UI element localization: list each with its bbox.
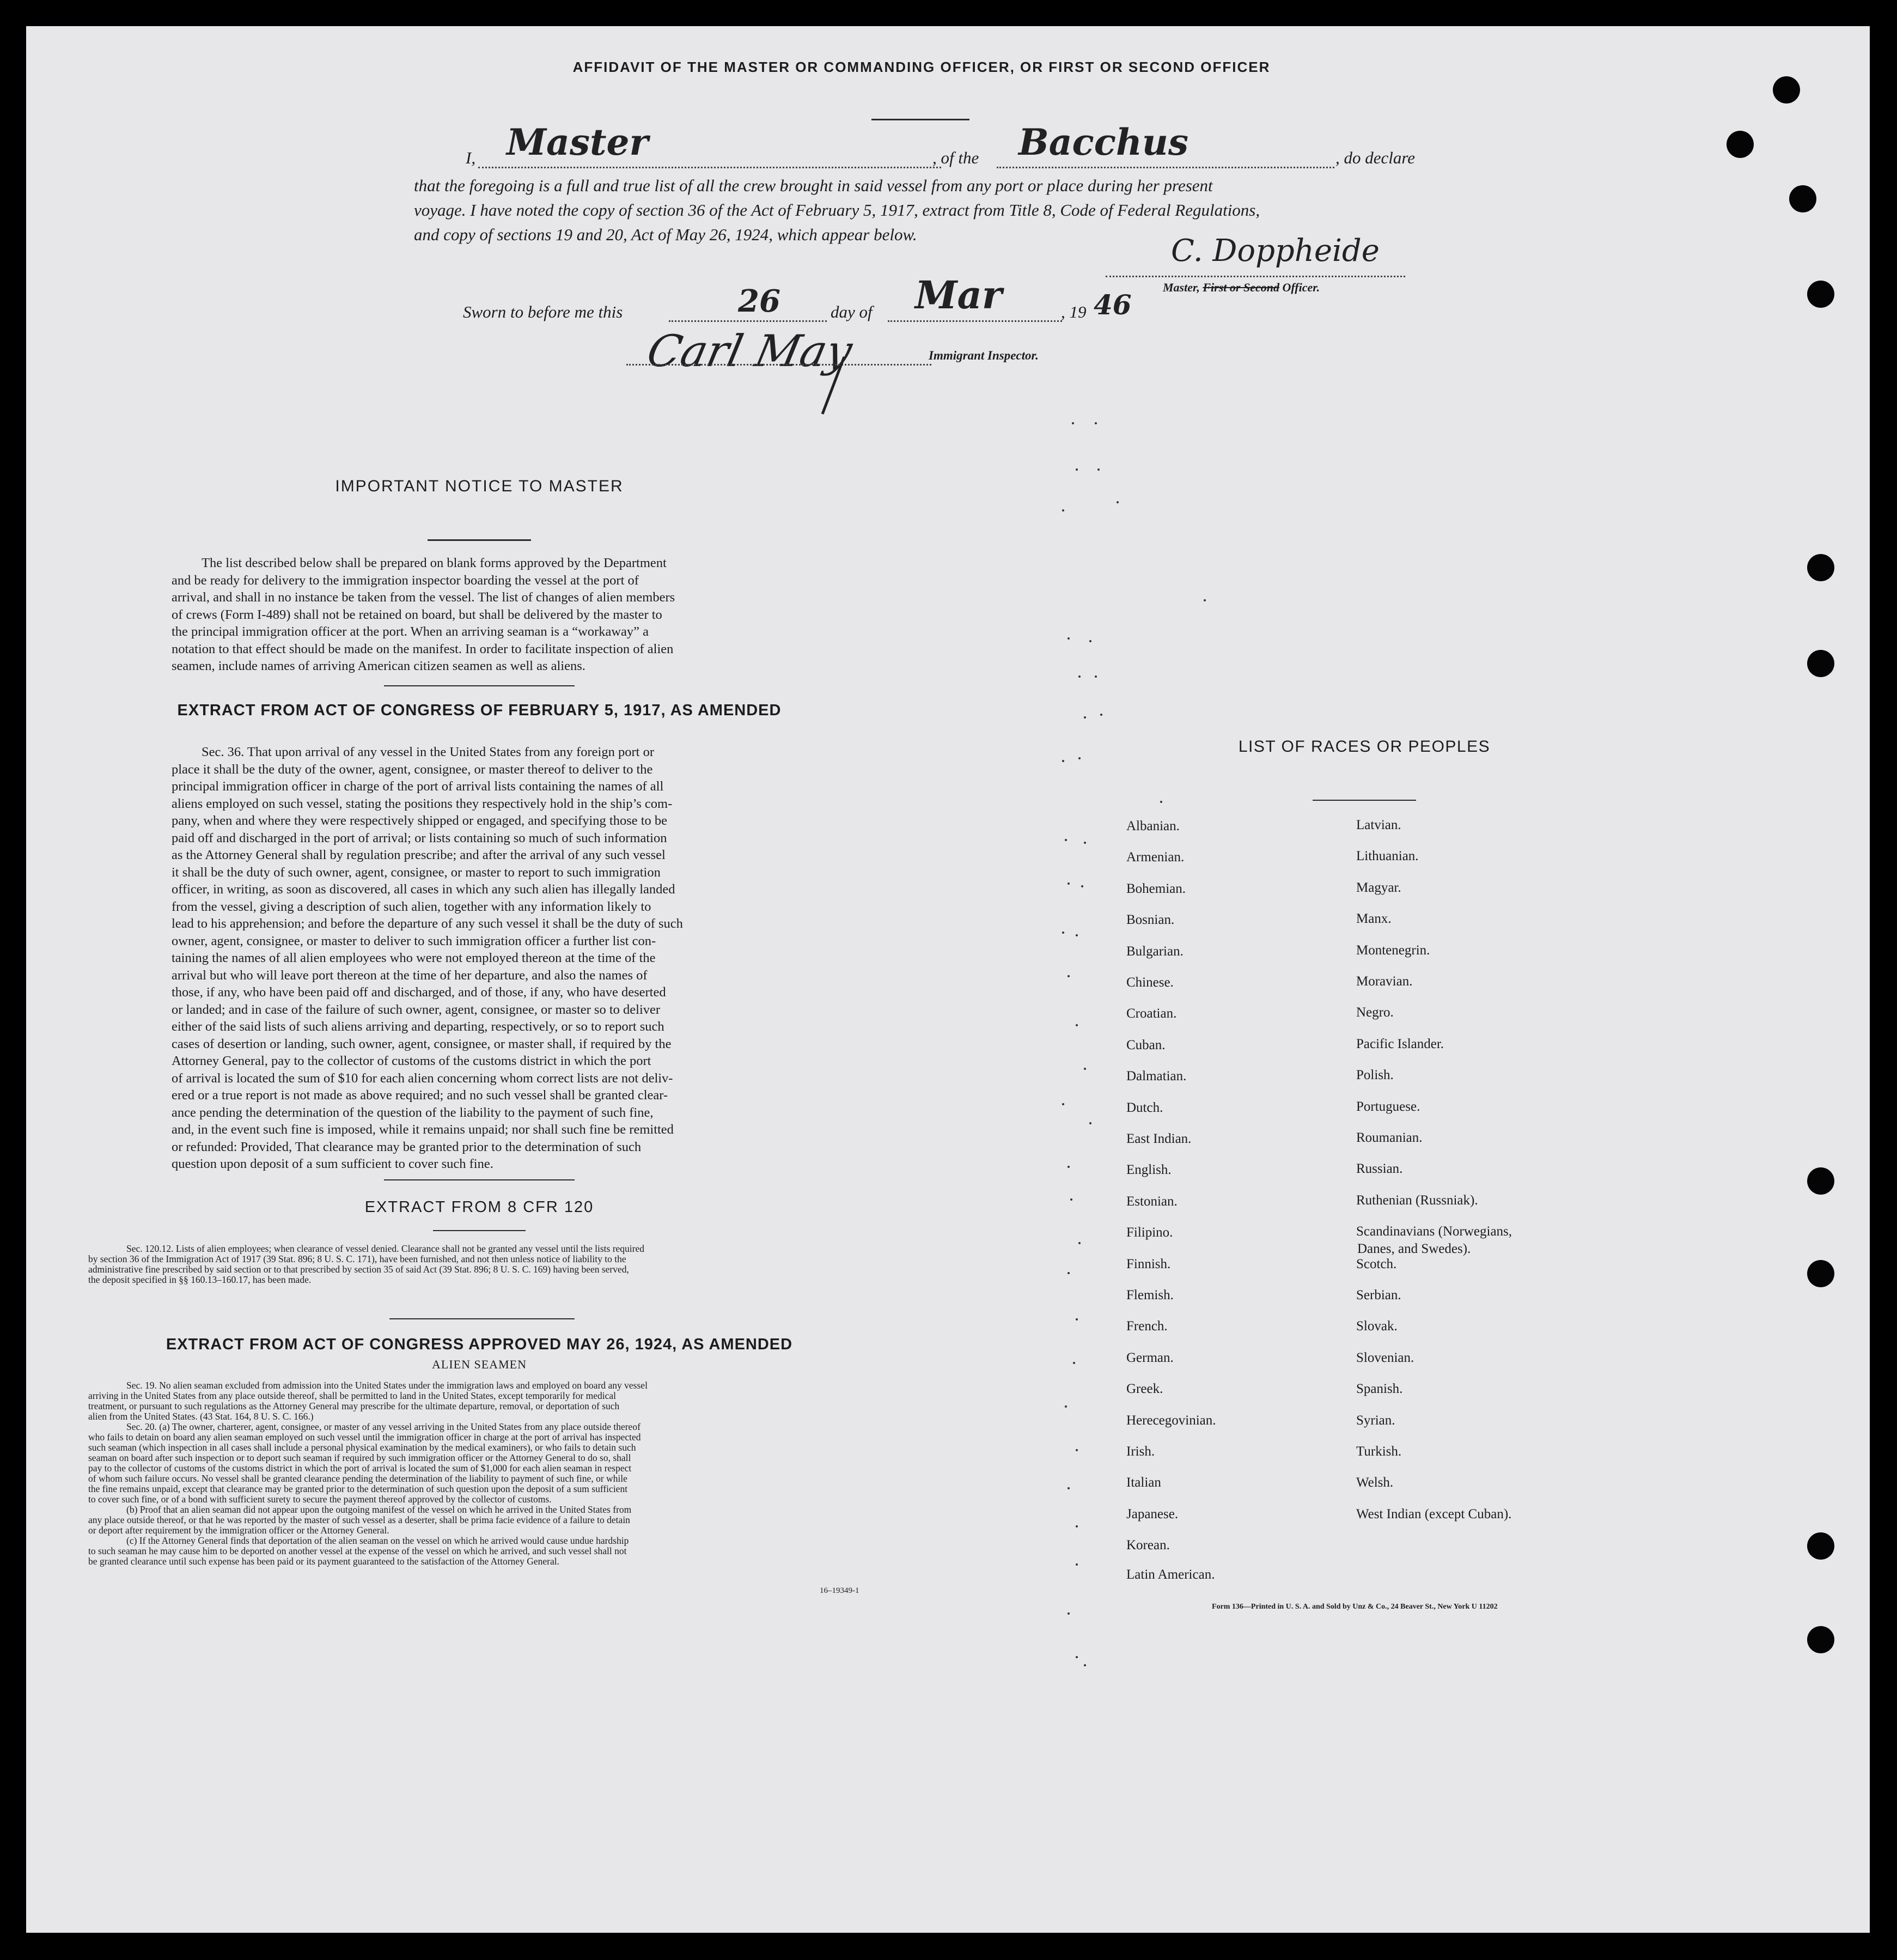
notice-line: arrival, and shall in no instance be taken from the vessel. The list of changes of alien members [172, 590, 675, 605]
notice-underline [428, 539, 531, 541]
race-item: Welsh. [1356, 1475, 1394, 1490]
extract-1917-line: either of the said lists of such aliens arriving and departing, respectively, or so to report such [172, 1019, 664, 1034]
speck [1095, 422, 1097, 424]
punch-hole [1807, 1532, 1834, 1560]
race-item: Lithuanian. [1356, 849, 1419, 864]
speck [1089, 1122, 1091, 1124]
race-item: Syrian. [1356, 1413, 1395, 1428]
notice-line: seamen, include names of arriving American citizen seamen as well as aliens. [172, 659, 585, 673]
race-item: Turkish. [1356, 1444, 1402, 1459]
extract-1924-line: the fine remains unpaid, except that clearance may be granted prior to the determination of such question upon the deposit of a sum sufficient [88, 1483, 628, 1494]
master-caption: Master, First or Second Officer. [1163, 281, 1320, 294]
extract-1917-line: arrival but who will leave port thereon at the time of her departure, and also the names of [172, 967, 648, 983]
speck [1062, 1103, 1064, 1105]
section-divider [389, 1318, 575, 1319]
vessel-handwritten: Bacchus [1018, 121, 1189, 163]
extract-1924-subtitle: ALIEN SEAMEN [432, 1358, 527, 1371]
extract-1924-line: pay to the collector of customs of the customs district in which the port of arrival is located the sum of $1,000 for each alien seaman in respect [88, 1463, 632, 1474]
speck [1068, 975, 1070, 977]
i-label: I, [466, 148, 476, 167]
race-item: Irish. [1126, 1444, 1155, 1459]
extract-1917-line: owner, agent, consignee, or master to deliver to such immigration officer a further list con- [172, 933, 656, 948]
speck [1081, 885, 1083, 887]
race-item: Scandinavians (Norwegians, [1356, 1224, 1512, 1239]
speck [1078, 1242, 1081, 1244]
race-item: Korean. [1126, 1538, 1170, 1553]
speck [1084, 1664, 1086, 1666]
race-item: Roumanian. [1356, 1130, 1423, 1145]
extract-1917-line: or refunded: Provided, That clearance may be granted prior to the determination of such [172, 1139, 642, 1154]
sworn-month-line [888, 320, 1062, 322]
extract-cfr-line: Sec. 120.12. Lists of alien employees; when clearance of vessel denied. Clearance shall not be granted any vessel until the lists required [126, 1243, 645, 1254]
extract-1917-title: EXTRACT FROM ACT OF CONGRESS OF FEBRUARY 5, 1917, AS AMENDED [177, 702, 782, 719]
speck [1100, 714, 1102, 716]
race-item: Italian [1126, 1475, 1161, 1490]
speck [1160, 801, 1162, 803]
races-title: LIST OF RACES OR PEOPLES [1238, 738, 1491, 756]
race-item: French. [1126, 1319, 1168, 1334]
race-item: Cuban. [1126, 1037, 1166, 1052]
extract-1917-line: as the Attorney General shall by regulation prescribe; and after the arrival of any such vessel [172, 848, 666, 862]
extract-1917-line: pany, when and where they were respectively shipped or engaged, and specifying those to be [172, 813, 668, 828]
speck [1068, 1272, 1070, 1274]
sworn-label: Sworn to before me this [463, 302, 623, 321]
race-item: Slovak. [1356, 1319, 1398, 1334]
race-item: Flemish. [1126, 1288, 1174, 1302]
race-item: Slovenian. [1356, 1350, 1414, 1365]
race-item: Latvian. [1356, 818, 1401, 832]
year-prefix: , 19 [1061, 302, 1087, 321]
declaration-line: voyage. I have noted the copy of section 36 of the Act of February 5, 1917, extract from Title 8, Code of Federal Regulations, [414, 200, 1260, 220]
extract-1917-line: aliens employed on such vessel, stating the positions they respectively hold in the ship’s com- [172, 796, 673, 811]
race-item: Latin American. [1126, 1567, 1215, 1582]
race-item: Pacific Islander. [1356, 1036, 1444, 1051]
notice-line: and be ready for delivery to the immigration inspector boarding the vessel at the port of [172, 573, 639, 588]
speck [1076, 1525, 1078, 1527]
race-item: Japanese. [1126, 1506, 1179, 1521]
form-imprint: Form 136—Printed in U. S. A. and Sold by Unz & Co., 24 Beaver St., New York U 11202 [1212, 1603, 1498, 1611]
notice-line: of crews (Form I-489) shall not be retained on board, but shall be delivered by the master to [172, 607, 662, 622]
extract-1917-line: taining the names of all alien employees who were not employed thereon at the time of the [172, 951, 656, 965]
race-item: Dutch. [1126, 1100, 1163, 1115]
race-item: Montenegrin. [1356, 942, 1430, 958]
punch-hole [1807, 1167, 1834, 1195]
race-item: German. [1126, 1350, 1174, 1365]
extract-1924-line: or deport after requirement by the immigration officer or the Attorney General. [88, 1525, 389, 1536]
inspector-signature: Carl May [643, 326, 857, 376]
vessel-line [997, 167, 1334, 168]
race-item: Bulgarian. [1126, 944, 1184, 959]
punch-hole [1773, 76, 1800, 104]
extract-1917-line: ance pending the determination of the question of the liability to the payment of such fine, [172, 1105, 654, 1120]
extract-cfr-line: by section 36 of the Immigration Act of 1917 (39 Stat. 896; 8 U. S. C. 171), have been furnished, and not then unless notice of liability to the [88, 1253, 626, 1264]
race-item: Dalmatian. [1126, 1069, 1187, 1084]
extract-1917-line: of arrival is located the sum of $10 for each alien concerning whom correct lists are not deliv- [172, 1070, 673, 1086]
notice-title: IMPORTANT NOTICE TO MASTER [335, 477, 624, 495]
year-suffix: 46 [1094, 289, 1132, 321]
extract-1924-line: to cover such fine, or of a bond with sufficient surety to secure the payment thereof approved by the collector of customs. [88, 1494, 552, 1505]
section-divider [384, 685, 575, 686]
extract-1917-line: question upon deposit of a sum sufficient to cover such fine. [172, 1156, 493, 1171]
signature-flourish [812, 354, 855, 419]
speck [1095, 675, 1097, 678]
race-item: Greek. [1126, 1381, 1163, 1397]
extract-1924-line: of whom such failure occurs. No vessel shall be granted clearance pending the determination of the liability to payment of such fine, or while [88, 1473, 627, 1484]
extract-cfr-line: the deposit specified in §§ 160.13–160.17, has been made. [88, 1274, 312, 1285]
punch-hole [1807, 1626, 1834, 1653]
race-item: East Indian. [1126, 1131, 1192, 1146]
speck [1117, 501, 1119, 503]
extract-1924-title: EXTRACT FROM ACT OF CONGRESS APPROVED MAY 26, 1924, AS AMENDED [166, 1336, 793, 1353]
speck [1204, 599, 1206, 601]
race-item: Polish. [1356, 1068, 1394, 1083]
race-item: Filipino. [1126, 1225, 1173, 1240]
notice-line: The list described below shall be prepared on blank forms approved by the Department [202, 556, 667, 570]
punch-hole [1807, 1260, 1834, 1287]
speck [1062, 760, 1064, 762]
speck [1062, 509, 1064, 512]
race-item: West Indian (except Cuban). [1356, 1506, 1512, 1521]
extract-1917-line: it shall be the duty of such owner, agent, consignee, or master to report to such immigration [172, 865, 661, 880]
rank-handwritten: Master [507, 121, 649, 163]
extract-1917-line: or landed; and in case of the failure of such owner, agent, consignee, or master so to deliver [172, 1002, 661, 1017]
race-item: Russian. [1356, 1161, 1403, 1177]
race-item: Spanish. [1356, 1381, 1403, 1397]
rank-line [478, 167, 941, 168]
notice-line: notation to that effect should be made on the manifest. In order to facilitate inspection of alien [172, 641, 674, 656]
extract-1917-line: Sec. 36. That upon arrival of any vessel in the United States from any foreign port or [202, 745, 654, 759]
race-item: Serbian. [1356, 1288, 1401, 1302]
speck [1076, 1024, 1078, 1026]
extract-1924-line: arriving in the United States from any place outside thereof, shall be permitted to land in the United States, except temporarily for medical [88, 1390, 617, 1401]
speck [1065, 839, 1067, 841]
extract-1924-line: alien from the United States. (43 Stat. 164, 8 U. S. C. 166.) [88, 1411, 314, 1422]
extract-1924-text [88, 1380, 873, 1567]
extract-1917-line: officer, in writing, as soon as discovered, all cases in which any such alien has illegally landed [172, 882, 675, 897]
extract-1924-line: (b) Proof that an alien seaman did not appear upon the outgoing manifest of the vessel on which he arrived in the United States from [126, 1504, 632, 1515]
punch-hole [1727, 131, 1754, 158]
race-item: Bohemian. [1126, 881, 1186, 896]
extract-1924-line: Sec. 20. (a) The owner, charterer, agent, consignee, or master of any vessel arriving in the United States from any place outside thereof [126, 1421, 641, 1432]
speck [1078, 757, 1081, 759]
extract-cfr-text [88, 1244, 873, 1285]
extract-1917-line: place it shall be the duty of the owner, agent, consignee, or master thereof to deliver to the [172, 762, 653, 777]
speck [1068, 1487, 1070, 1489]
speck [1068, 637, 1070, 640]
extract-1917-line: ered or a true report is not made as above required; and no such vessel shall be granted clear- [172, 1088, 668, 1103]
day-of-label: day of [831, 302, 873, 321]
title-underline [871, 119, 969, 120]
extract-1924-line: to such seaman he may cause him to be deported on another vessel at the expense of the vessel on which he arrived, and such vessel shall not [88, 1545, 627, 1556]
punch-hole [1789, 185, 1816, 212]
extract-1924-line: Sec. 19. No alien seaman excluded from admission into the United States under the immigration laws and employed on board any vessel [126, 1380, 648, 1391]
declaration-line: that the foregoing is a full and true list of all the crew brought in said vessel from any port or place during her present [414, 176, 1213, 195]
race-item: Estonian. [1126, 1194, 1178, 1209]
speck [1076, 1449, 1078, 1451]
extract-cfr-line: administrative fine prescribed by said section or to that prescribed by section 35 of said Act (39 Stat. 896; 8 U. S. C. 169) having been served, [88, 1264, 629, 1275]
extract-1924-line: (c) If the Attorney General finds that deportation of the alien seaman on the vessel on which he arrived would cause undue hardship [126, 1535, 629, 1546]
speck [1076, 468, 1078, 471]
race-item: Moravian. [1356, 974, 1413, 989]
speck [1076, 1563, 1078, 1566]
race-item: Manx. [1356, 911, 1392, 927]
extract-1924-line: treatment, or pursuant to such regulations as the Attorney General may prescribe for the ultimate departure, removal, or deportation of such [88, 1401, 620, 1411]
form-number: 16–19349-1 [820, 1586, 859, 1595]
notice-text [172, 555, 787, 675]
race-item: Bosnian. [1126, 912, 1175, 928]
punch-hole [1807, 281, 1834, 308]
extract-1924-line: such seaman (which inspection in all cases shall include a personal physical examination by the medical examiners), or who fails to detain such [88, 1442, 636, 1453]
extract-1917-line: Attorney General, pay to the collector of customs of the customs district in which the port [172, 1054, 651, 1068]
extract-1917-line: those, if any, who have been paid off and discharged, and of those, if any, who have deserted [172, 985, 666, 1000]
sworn-month: Mar [915, 272, 1002, 318]
of-the-label: , of the [932, 148, 979, 167]
extract-1917-line: and, in the event such fine is imposed, while it remains unpaid; nor shall such fine be remitted [172, 1122, 674, 1137]
race-item: Ruthenian (Russniak). [1356, 1192, 1478, 1208]
master-signature: C. Doppheide [1171, 233, 1380, 269]
speck [1076, 1656, 1078, 1658]
race-item: Danes, and Swedes). [1357, 1241, 1471, 1257]
speck [1068, 1166, 1070, 1168]
speck [1089, 640, 1091, 642]
speck [1084, 842, 1086, 844]
sworn-day-line [669, 320, 827, 322]
extract-1924-line: who fails to detain on board any alien seaman employed on such vessel until the immigration officer in charge at the port of arrival has inspected [88, 1432, 641, 1442]
race-item: Herecegovinian. [1126, 1413, 1216, 1428]
extract-1924-line: any place outside thereof, or that he was reported by the master of such vessel as a deserter, shall be prima facie evidence of a failure to detain [88, 1514, 630, 1525]
race-item: Scotch. [1356, 1256, 1397, 1271]
speck [1062, 932, 1064, 934]
races-underline [1313, 800, 1416, 801]
extract-1917-line: principal immigration officer in charge of the port of arrival lists containing the names of all [172, 779, 664, 794]
declaration-line: and copy of sections 19 and 20, Act of May 26, 1924, which appear below. [414, 225, 917, 244]
race-item: Finnish. [1126, 1256, 1171, 1271]
race-item: Portuguese. [1356, 1099, 1420, 1114]
inspector-caption: Immigrant Inspector. [929, 349, 1039, 362]
race-item: Armenian. [1126, 850, 1185, 865]
speck [1084, 716, 1086, 719]
extract-1917-line: from the vessel, giving a description of such alien, together with any information likely to [172, 899, 651, 914]
extract-1924-line: seaman on board after such inspection or to deport such seaman if required by such immigration officer or the Attorney General to do so, shall [88, 1452, 631, 1463]
speck [1068, 882, 1070, 885]
race-item: Albanian. [1126, 819, 1180, 833]
race-item: Croatian. [1126, 1006, 1177, 1021]
race-item: English. [1126, 1162, 1172, 1178]
speck [1078, 675, 1081, 678]
extract-1917-text [172, 744, 787, 1173]
extract-1917-line: lead to his apprehension; and before the departure of any such vessel it shall be the duty of such [172, 916, 683, 931]
extract-1917-line: paid off and discharged in the port of arrival; or lists containing so much of such information [172, 830, 667, 845]
speck [1070, 1198, 1072, 1201]
speck [1084, 1068, 1086, 1070]
extract-1917-line: cases of desertion or landing, such owner, agent, consignee, or master shall, if required by the [172, 1036, 672, 1051]
notice-line: the principal immigration officer at the port. When an arriving seaman is a “workaway” a [172, 624, 649, 639]
affidavit-title: AFFIDAVIT OF THE MASTER OR COMMANDING OFFICER, OR FIRST OR SECOND OFFICER [572, 59, 1271, 75]
master-signature-line [1106, 276, 1405, 277]
speck [1076, 1318, 1078, 1320]
sworn-day: 26 [738, 283, 780, 319]
speck [1068, 1612, 1070, 1615]
speck [1072, 422, 1074, 424]
race-item: Negro. [1356, 1005, 1394, 1020]
speck [1076, 934, 1078, 936]
inspector-signature-line [626, 364, 931, 366]
speck [1097, 468, 1100, 471]
punch-hole [1807, 650, 1834, 677]
extract-1924-line: be granted clearance until such expense has been paid or its payment guaranteed to the satisfaction of the Attorney General. [88, 1556, 559, 1567]
cfr-underline [433, 1230, 526, 1231]
speck [1065, 1405, 1067, 1408]
race-item: Magyar. [1356, 880, 1401, 895]
extract-cfr-title: EXTRACT FROM 8 CFR 120 [364, 1198, 594, 1216]
section-divider [384, 1179, 575, 1180]
race-item: Chinese. [1126, 975, 1174, 990]
speck [1073, 1362, 1075, 1364]
punch-hole [1807, 554, 1834, 581]
struck-text: First or Second [1203, 281, 1279, 294]
do-declare-label: , do declare [1335, 148, 1416, 167]
